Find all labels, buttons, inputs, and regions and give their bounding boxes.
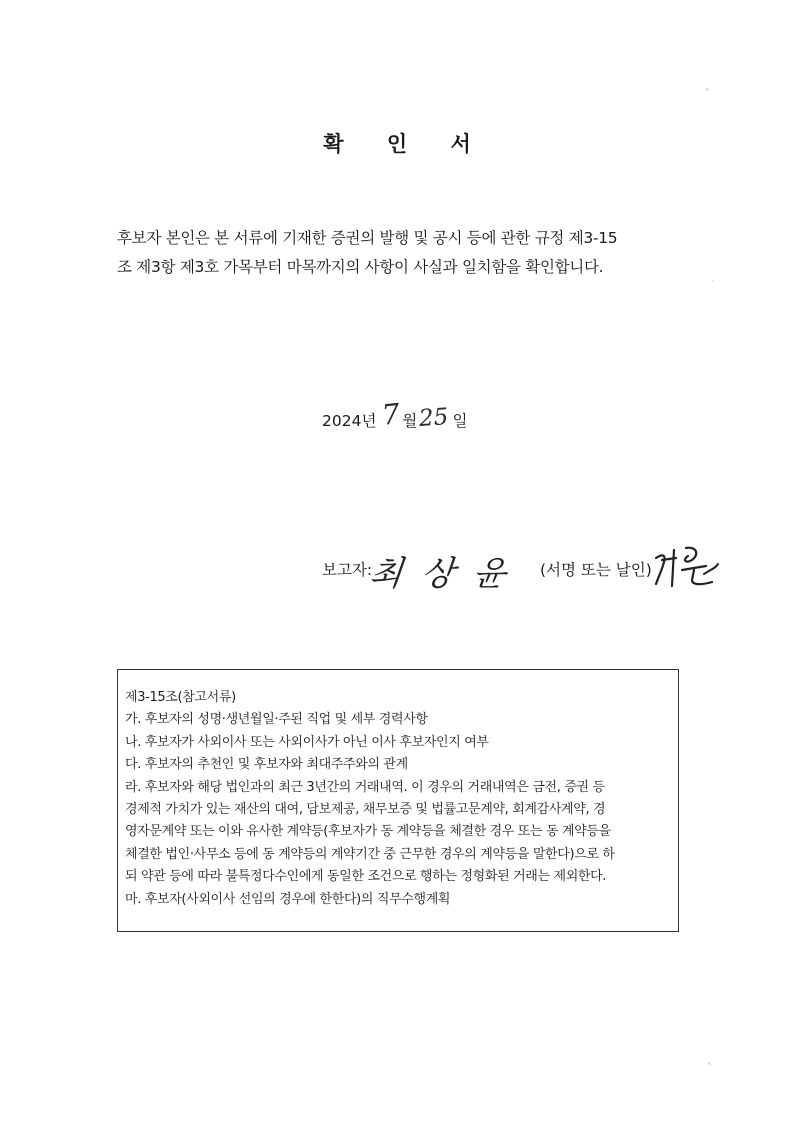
scan-speck	[708, 1062, 711, 1065]
date-line	[322, 398, 468, 432]
date-day-handwritten: 25	[418, 404, 450, 432]
document-title: 확 인 서	[323, 132, 489, 156]
confirmation-statement	[117, 224, 687, 282]
date-year: 2024년	[322, 412, 377, 430]
date-day-label: 일	[452, 412, 468, 430]
reference-documents-box	[117, 669, 679, 932]
signature-icon	[652, 540, 722, 600]
reference-line: 체결한 법인·사무소 등에 동 계약등의 계약기간 중 근무한 경우의 계약등을 말한다)으로 하	[125, 846, 615, 862]
reference-line: 경제적 가치가 있는 재산의 대여, 담보제공, 채무보증 및 법률고문계약, 회계감사계약, 경	[125, 802, 606, 818]
statement-line: 후보자 본인은 본 서류에 기재한 증권의 발행 및 공시 등에 관한 규정 제3-15	[117, 229, 618, 247]
reference-line: 다. 후보자의 추천인 및 후보자와 최대주주와의 관계	[125, 757, 408, 773]
signer-block	[322, 548, 722, 608]
reference-line: 영자문계약 또는 이와 유사한 계약등(후보자가 동 계약등을 체결한 경우 또는 동 계약등을	[125, 824, 611, 840]
signer-name-handwritten: 최 상 윤	[367, 554, 512, 594]
scan-speck	[706, 88, 709, 91]
reference-line: 마. 후보자(사외이사 선임의 경우에 한한다)의 직무수행계획	[125, 891, 451, 907]
reference-heading: 제3-15조(참고서류)	[125, 690, 236, 705]
seal-note: (서명 또는 날인)	[540, 561, 652, 579]
reference-line: 가. 후보자의 성명·생년월일·주된 직업 및 세부 경력사항	[125, 712, 428, 728]
reference-line: 나. 후보자가 사외이사 또는 사외이사가 아닌 이사 후보자인지 여부	[125, 734, 489, 750]
date-month-label: 월	[402, 412, 418, 430]
scan-speck	[712, 280, 714, 282]
signer-label: 보고자:	[322, 561, 373, 579]
date-month-handwritten: 7	[380, 397, 402, 432]
reference-line: 라. 후보자와 해당 법인과의 최근 3년간의 거래내역. 이 경우의 거래내역은 금전, 증권 등	[125, 779, 605, 795]
reference-line: 되 약관 등에 따라 불특정다수인에게 동일한 조건으로 행하는 정형화된 거래는 제외한다.	[125, 869, 607, 885]
statement-line: 조 제3항 제3호 가목부터 마목까지의 사항이 사실과 일치함을 확인합니다.	[117, 258, 604, 276]
